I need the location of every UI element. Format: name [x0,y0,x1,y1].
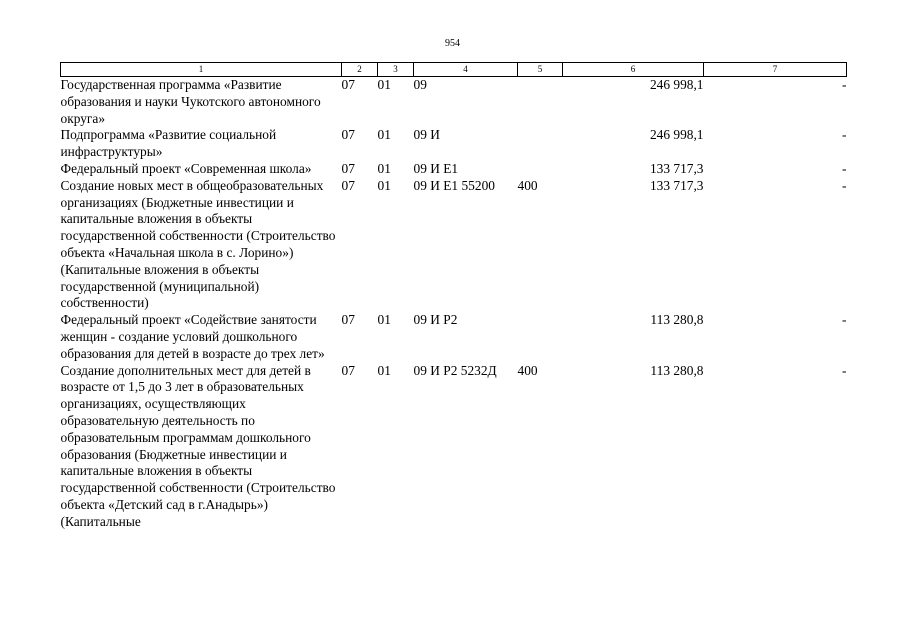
row-amount-2: - [842,77,847,92]
row-expense-type [518,77,563,128]
row-expense-type: 400 [517,177,538,193]
row-target-article: 09 И Е1 [413,160,459,176]
row-amount-2: - [842,177,847,193]
table-row [61,363,847,531]
row-amount: 133 717,3 [649,160,704,176]
table-row [61,127,847,161]
row-name: Федеральный проект «Современная школа» [60,160,312,176]
row-section: 07 [341,312,355,328]
row-target-article: 09 И Р2 [413,312,458,328]
header-col-3: 3 [378,63,414,77]
header-row [61,63,847,77]
header-col-4: 4 [414,63,518,77]
row-amount: 133 717,3 [649,177,704,193]
row-expense-type [518,161,563,178]
row-amount-2: - [842,127,847,143]
row-subsection: 01 [377,177,391,193]
row-name: Подпрограмма «Развитие социальной инфраструктуры» [60,127,277,160]
table-row [61,312,847,362]
page-number: 954 [445,38,460,49]
row-section: 07 [341,160,355,176]
row-subsection: 01 [377,362,391,378]
row-expense-type: 400 [517,362,538,378]
row-subsection: 01 [377,160,391,176]
header-col-1: 1 [61,63,342,77]
row-amount: 246 998,1 [649,77,704,92]
row-name: Создание дополнительных мест для детей в возрасте от 1,5 до 3 лет в образовательных организациях, осуществляющих образовательную деятельность по образовательным программам дошкольного образования (Бюджетные инвестиции и капитальные вложения в объекты государственной собственности (Строительство объекта «Детский сад в г.Анадырь») (Капитальные [60,362,336,529]
budget-table [60,62,847,531]
row-target-article: 09 [413,77,427,92]
row-target-article: 09 И Е1 55200 [413,177,495,193]
row-subsection: 01 [377,77,391,92]
row-amount: 113 280,8 [650,312,704,328]
header-col-7: 7 [704,63,847,77]
row-target-article: 09 И [413,127,440,143]
header-col-2: 2 [342,63,378,77]
header-col-5: 5 [518,63,563,77]
row-name: Государственная программа «Развитие образования и науки Чукотского автономного округа» [60,77,321,126]
row-amount: 113 280,8 [650,362,704,378]
row-section: 07 [341,362,355,378]
table-row [61,161,847,178]
row-name: Федеральный проект «Содействие занятости женщин - создание условий дошкольного образования для детей в возрасте до трех лет» [60,312,325,361]
row-amount: 246 998,1 [649,127,704,143]
row-expense-type [518,312,563,362]
row-expense-type [518,127,563,161]
row-amount-2: - [842,312,847,328]
row-amount-2: - [842,160,847,176]
row-section: 07 [341,127,355,143]
row-subsection: 01 [377,312,391,328]
row-section: 07 [341,77,355,92]
row-subsection: 01 [377,127,391,143]
row-section: 07 [341,177,355,193]
table-row [61,77,847,128]
row-target-article: 09 И Р2 5232Д [413,362,497,378]
row-name: Создание новых мест в общеобразовательных организациях (Бюджетные инвестиции и капитальные вложения в объекты государственной собственности (Строительство объекта «Начальная школа в с. Лорино») (Капитальные вложения в объекты государственной (муниципальной) собственности) [60,177,336,311]
table-row [61,178,847,312]
header-col-6: 6 [563,63,704,77]
row-amount-2: - [842,362,847,378]
